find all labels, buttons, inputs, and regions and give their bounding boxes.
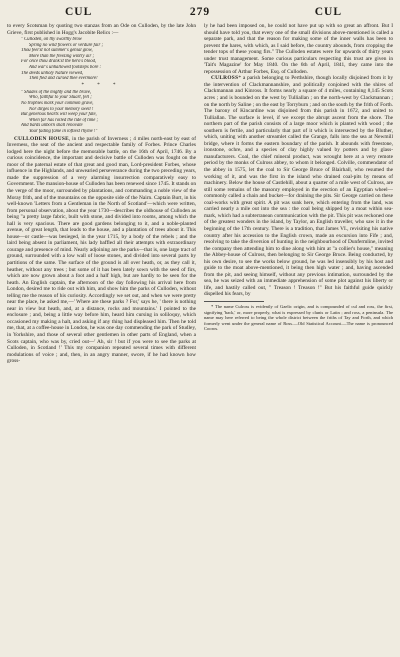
stanza-separator: * * * xyxy=(81,82,122,88)
footnote: * The name Culross is evidently of Gaelic origin, and is compounded of cul and ross, the first, signifying 'back,' or, more properly, what is expressed by clunis or Latin ; and ross, a peninsula. The name may here referred to being the whole district between the friths of Tay and Forth, and which formerly went under the general name of Ross.—Old Statistical Account.—The name is pronounced Cooros. xyxy=(204,303,393,332)
poem-line: Your fading fame in loftiest rhyme !" xyxy=(29,129,98,134)
page-number: 279 xyxy=(189,6,211,18)
poem-line: Nor dirges to your memory swell ! xyxy=(29,106,94,112)
footnote-divider xyxy=(204,301,264,302)
poem-line: Then fled and cursed thee evermore! xyxy=(29,76,98,82)
entry-body: in the parish of Inverness ; 4 miles north-east by east of Inverness, the seat of the ancient and respectable family of Forbes. Prince Charles lodged here the night before the memorable battle, on the 16th of April, 1746. By a curious coincidence, the important and decisive battle of Culloden was fought on the moor of the paternal estate of that great and good man, Lord-president Forbes, whose influence in the Highlands, and unwearied perseverance during the two preceding years, made the suppression of a very alarming insurrection comparatively easy to Government. The mansion-house of Culloden has been renewed since 1745. It stands on the verge of the moor, surrounded by plantations, and commanding a noble view of the Moray frith, and of the mountains on the opposite side of the Nairn. Captain Burt, in his well-known 'Letters from a Gentleman in the North of Scotland'—which were written, from personal observation, about the year 1730—describes the oldhouse of Culloden as being "a pretty large fabric, built with stone, and divided into rooms, among which the hall is very spacious. There are good gardens belonging to it, and a noble-planted avenue, of great length, that leads to the house, and a plantation of trees about it. This house—or castle—was besieged, in the year 1715, by a body of the rebels ; and the laird being absent in parliament, his lady baffled all their attempts with extraordinary courage and presence of mind. Nearly adjoining are the parks—that is, one large tract of ground, surrounded with a low wall of loose stones, and divided into several parts by partitions of the same. The surface of the ground is all over heath, or, as they call it, heather, without any trees ; but some of it has been lately sown with the seed of firs, which are now grown about a foot and a half high, but are hardly to be seen for the heath. An English captain, the afternoon of the day following his arrival here from London, desired me to ride out with him, and show him the parks of Culloden, without telling me the reason of his curiosity. Accordingly we set out, and when we were pretty near the place, he asked me,—' Where are these parks ? For,' says he, ' there is nothing near in view but heath, and, at a distance, rocks and mountains.' I pointed to the enclosure ; and, being a little way before him, heard him cursing in soliloquy, which occasioned my making a halt, and asking if any thing had displeased him. Then he told me, that, at a coffee-house in London, he was one day commending the park of Studley, in Yorkshire, and those of several other gentlemen in other parts of England, when a Scots captain, who was by, cried out—' Ah, sir ! but if you were to see the parks at Culloden, in Scotland !' This my companion repeated several times with different modulations of voice ; and, then, in an angry manner, swore, if he had known how gross- xyxy=(7,135,196,365)
poem-line: And war's unhallowed footsteps bore : xyxy=(29,65,102,71)
poem-line: When far has rolled the tide of time ; xyxy=(29,117,99,123)
poem-line: " Shades of the mighty and the brave, xyxy=(21,89,92,95)
entry-title: CULROSS xyxy=(211,75,239,82)
running-head xyxy=(10,6,390,22)
poem-line: But generous hearts will weep your fate, xyxy=(21,112,97,118)
culloden-house-entry: CULLODEN HOUSE, in the parish of Inverness ; 4 miles north-east by east of Inverness, the seat of the ancient and respectable family of Forbes. Prince Charles lodged here the night before the memorable battle, on the 16th of April, 1746. By a curious coincidence, the important and decisive battle of Culloden was fought on the moor of the paternal estate of that great and good man, Lord-president Forbes, whose influence in the Highlands, and unwearied perseverance during the two preceding years, made the suppression of a very alarming insurrection comparatively easy to Government. The mansion-house of Culloden has been renewed since 1745. It stands on the verge of the moor, surrounded by plantations, and commanding a noble view of the Moray frith, and of the mountains on the opposite side of the Nairn. Captain Burt, in his well-known 'Letters from a Gentleman in the North of Scotland'—which were written, from personal observation, about the year 1730—describes the oldhouse of Culloden as being "a pretty large fabric, built with stone, and divided into rooms, among which the hall is very spacious. There are good gardens belonging to it, and a noble-planted avenue, of great length, that leads to the house, and a plantation of trees about it. This house—or castle—was besieged, in the year 1715, by a body of the rebels ; and the laird being absent in parliament, his lady baffled all their attempts with extraordinary courage and presence of mind. Nearly adjoining are the parks—that is, one large tract of ground, surrounded with a low wall of loose stones, and divided into several parts by partitions of the same. The surface of the ground is all over heath, or, as they call it, heather, without any trees ; but some of it has been lately sown with the seed of firs, which are now grown about a foot and a half high, but are hardly to be seen for the heath. An English captain, the afternoon of the day following his arrival here from London, desired me to ride out with him, and show him the parks of Culloden, without telling me the reason of his curiosity. Accordingly we set out, and when we were pretty near the place, he asked me,—' Where are these parks ? For,' says he, ' there is nothing near in view but heath, and, at a distance, rocks and mountains.' I pointed to the enclosure ; and, being a little way before him, heard him cursing in soliloquy, which occasioned my making a halt, and asking if any thing had displeased him. Then he told me, that, at a coffee-house in London, he was one day commending the park of Studley, in Yorkshire, and those of several other gentlemen in other parts of England, when a Scots captain, who was by, cried out—' Ah, sir ! but if you were to see the parks at Culloden, in Scotland !' This my companion repeated several times with different modulations of voice ; and, then, in an angry manner, swore, if he had known how gross- xyxy=(7,135,196,365)
poem-line: And bards unborn shall renovate xyxy=(21,123,83,129)
intro-paragraph: to every Scotsman by quoting two stanzas from an Ode on Culloden, by the late John Grieve, first published in Hogg's Jacobite Relics :— xyxy=(7,23,196,36)
right-column xyxy=(204,23,393,651)
poem-line: More than the freezing wintry air ; xyxy=(29,53,95,59)
poem-stanza-1 xyxy=(7,37,196,82)
culross-entry xyxy=(204,75,393,298)
running-head-right: CUL xyxy=(314,6,342,18)
continued-paragraph: ly he had been imposed on, he could not have put up with so great an affront. But I should have told you, that every one of the small divisions above-mentioned is called a separate park, and that the reason for making some of the inner walls has been to prevent the hares, with which, as I said before, the country abounds, from cropping the tender tops of these young firs." The Culloden estates were for upwards of thirty years under trust management. Some curious particulars respecting this trust are given in 'Tait's Magazine' for May 1840. On the 6th of April, 1841, they came into the repossession of Arthur Forbes, Esq. of Culloden. xyxy=(204,23,393,75)
poem-line: " Culloden, on thy swarthy brow xyxy=(21,37,82,43)
left-column xyxy=(7,23,196,651)
entry-title: CULLODEN HOUSE xyxy=(14,135,70,142)
poem-line: Spring no wild flowers or verdure fair ; xyxy=(29,42,104,48)
poem-line: For once thou drank'st the hero's blood, xyxy=(21,59,97,65)
poem-line: No trophies mark your common grave, xyxy=(21,101,94,107)
poem-line: The deeds unholy Nature viewed, xyxy=(21,70,84,76)
poem-line: Who, faithful to your Stuart, fell ; xyxy=(29,95,92,101)
poem-stanza-2 xyxy=(7,90,196,135)
poem-line: Thou feel'st not summer's genial glow, xyxy=(21,48,93,54)
running-head-left: CUL xyxy=(65,6,93,18)
entry-body: * a parish belonging to Perthshire, though locally disjoined from it by the intervention of Clackmannanshire, and politically conjoined with the shires of Clackmannan and Kinross. It forms nearly a square of 4 miles, containing 8,145 Scots acres ; and is bounded on the west by Tulliallan ; on the north-west by Clackmannan ; on the north by Saline ; on the east by Torryburn ; and on the south by the frith of Forth. The barony of Kincardine was disjoined from this parish in 1672, and united to Tulliallan. The surface is level, if we except the abrupt ascent from the shore. The northern part of the parish consists of a large moor which is planted with wood ; the southern is fertile, and particularly that part of it which is intersected by the Bluther, which, uniting with another streamlet called the Grange, falls into the sea at Newmill bridge, where it forms the eastern boundary of the parish. It abounds with freestone, ironstone, ochre, and a species of clay highly valued by potters and by glass-manufacturers. Coal, the chief mineral product, was wrought here at a very remote period by the monks of Culross abbey, to whom it belonged. Colville, commendator of the abbey in 1575, let the coal to Sir George Bruce of Blairhall, who resumed the working of it, and was the first in the island who drained coal-pits by means of machinery. Below the house of Castlehill, about a quarter of a mile west of Culross, are still some remains of the masonry employed in the erection of an Egyptian wheel—commonly called a chain and bucket—for draining the pits. Sir George carried on these coal-works with great spirit. A pit was sunk here, which entering from the land, was carried nearly a mile out into the sea : the coal being shipped by a moat within sea-mark, which had a subterranean communication with the pit. This pit was reckoned one of the greatest wonders in the island, by Taylor, an English traveller, who saw it in the beginning of the 17th century. There is a tradition, that James VI., revisiting his native country after his accession to the English crown, made an excursion into Fife ; and, resolving to take the diversion of hunting in the neighbourhood of Dunfermline, invited the company then attending him to dine along with him at "a collier's house," meaning the Abbey-house of Culross, then belonging to Sir George Bruce. Being conducted, by his own desire, to see the works below ground, he was led insensibly by his host and guide to the moat above-mentioned, it being then high water ; and, having ascended from the pit, and seeing himself, without any previous intimation, surrounded by the sea, he was seized with an immediate apprehension of some plot against his liberty or life, and hastily called out, " Treason ! Treason !" But his faithful guide quickly dispelled his fears, by xyxy=(204,75,393,298)
